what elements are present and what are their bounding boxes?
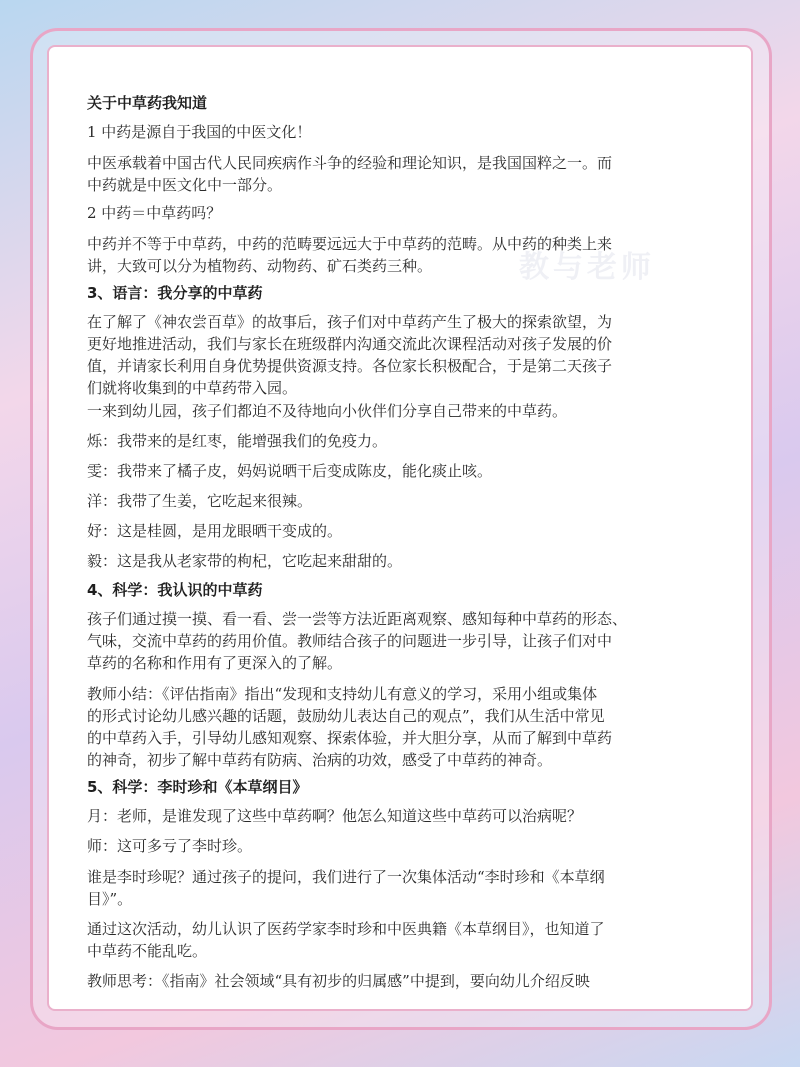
paragraph-line: 一来到幼儿园，孩子们都迫不及待地向小伙伴们分享自己带来的中草药。	[87, 402, 568, 420]
paragraph-line: 气味，交流中草药的药用价值。教师结合孩子的问题进一步引导，让孩子们对中	[87, 632, 613, 650]
paragraph-line: 值，并请家长利用自身优势提供资源支持。各位家长积极配合，于是第二天孩子	[87, 357, 613, 375]
paragraph-line: 教师思考：《指南》社会领域“具有初步的归属感”中提到，要向幼儿介绍反映	[87, 972, 590, 990]
dialogue-line: 雯：我带来了橘子皮，妈妈说晒干后变成陈皮，能化痰止咳。	[87, 462, 493, 480]
paragraph-line: 草药的名称和作用有了更深入的了解。	[87, 654, 343, 672]
dialogue-line: 妤：这是桂圆，是用龙眼晒干变成的。	[87, 522, 343, 540]
dialogue-line: 月：老师，是谁发现了这些中草药啊？他怎么知道这些中草药可以治病呢？	[87, 807, 583, 825]
paragraph-line: 教师小结：《评估指南》指出“发现和支持幼儿有意义的学习，采用小组或集体	[87, 685, 598, 703]
paragraph-line: 更好地推进活动，我们与家长在班级群内沟通交流此次课程活动对孩子发展的价	[87, 335, 613, 353]
paragraph-line: 中药就是中医文化中一部分。	[87, 176, 283, 194]
paragraph-line: 的中草药入手，引导幼儿感知观察、探索体验，并大胆分享，从而了解到中草药	[87, 729, 613, 747]
section-heading-4: 4、科学：我认识的中草药	[87, 581, 263, 599]
watermark: 教与老师	[519, 250, 655, 285]
paragraph-line: 中药并不等于中草药，中药的范畴要远远大于中草药的范畴。从中药的种类上来	[87, 235, 613, 253]
dialogue-line: 毅：这是我从老家带的枸杞，它吃起来甜甜的。	[87, 552, 403, 570]
section-heading-5: 5、科学：李时珍和《本草纲目》	[87, 778, 308, 796]
paragraph-line: 在了解了《神农尝百草》的故事后，孩子们对中草药产生了极大的探索欲望，为	[87, 313, 613, 331]
paragraph-line: 讲，大致可以分为植物药、动物药、矿石类药三种。	[87, 257, 433, 275]
paragraph-line: 通过这次活动，幼儿认识了医药学家李时珍和中医典籍《本草纲目》，也知道了	[87, 920, 605, 938]
paragraph-line: 中医承载着中国古代人民同疾病作斗争的经验和理论知识，是我国国粹之一。而	[87, 154, 613, 172]
paragraph-line: 的形式讨论幼儿感兴趣的话题，鼓励幼儿表达自己的观点”，我们从生活中常见	[87, 707, 605, 725]
point-1: 1 中药是源自于我国的中医文化！	[87, 123, 312, 141]
point-2: 2 中药＝中草药吗？	[87, 204, 222, 222]
paragraph-line: 目》”。	[87, 890, 133, 908]
doc-title: 关于中草药我知道	[87, 94, 208, 112]
paragraph-line: 谁是李时珍呢？通过孩子的提问，我们进行了一次集体活动“李时珍和《本草纲	[87, 868, 605, 886]
paragraph-line: 的神奇，初步了解中草药有防病、治病的功效，感受了中草药的神奇。	[87, 751, 553, 769]
paragraph-line: 孩子们通过摸一摸、看一看、尝一尝等方法近距离观察、感知每种中草药的形态、	[87, 610, 628, 628]
paragraph-line: 们就将收集到的中草药带入园。	[87, 379, 298, 397]
dialogue-line: 师：这可多亏了李时珍。	[87, 837, 253, 855]
dialogue-line: 洋：我带了生姜，它吃起来很辣。	[87, 492, 313, 510]
paragraph-line: 中草药不能乱吃。	[87, 942, 208, 960]
section-heading-3: 3、语言：我分享的中草药	[87, 284, 263, 302]
dialogue-line: 烁：我带来的是红枣，能增强我们的免疫力。	[87, 432, 388, 450]
